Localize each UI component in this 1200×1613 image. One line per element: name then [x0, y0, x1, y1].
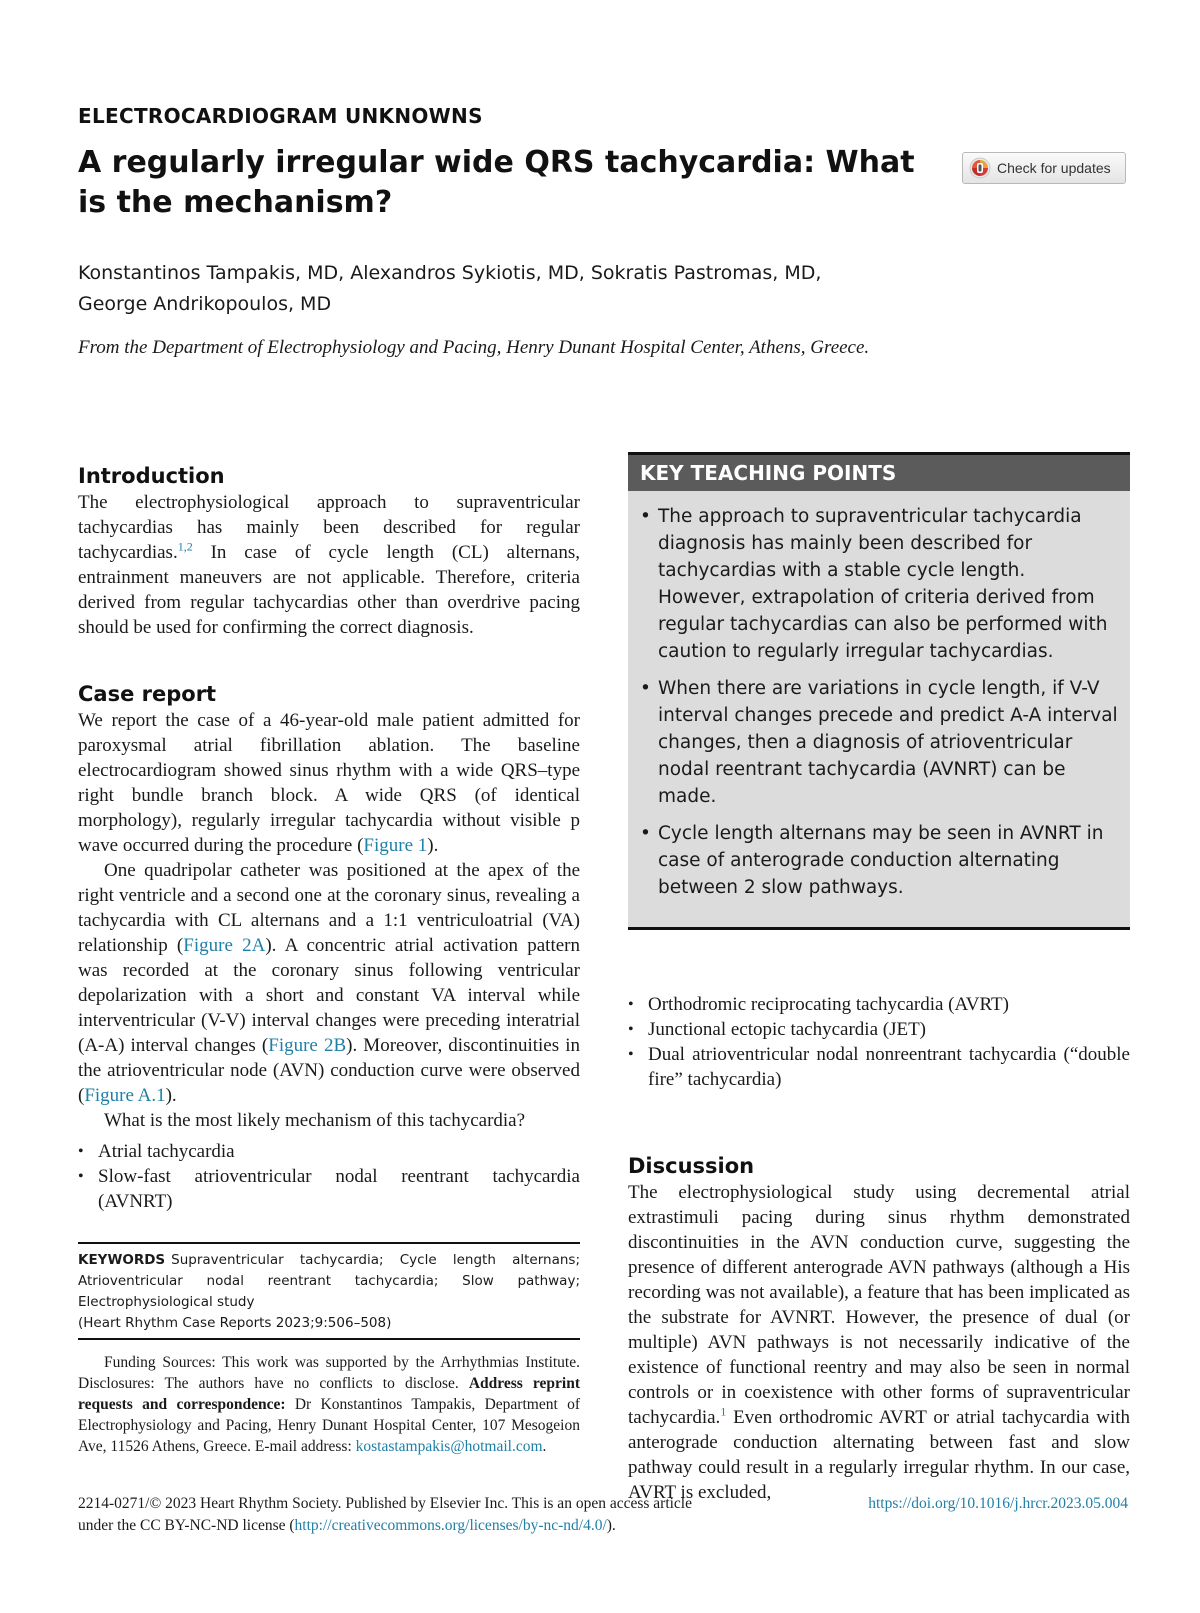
right-column — [628, 452, 1130, 1505]
answer-options-right — [628, 992, 1130, 1092]
key-points-list — [628, 491, 1130, 901]
address-label: Address reprint requests and correspondence: — [78, 1375, 581, 1413]
discussion-text: The electrophysiological study using decremental atrial extrastimuli pacing during sinus rhythm demonstrated discontinuities in the AVN conduction curve, suggesting the presence of different anterograde AVN pathways (although a His recording was not available), a feature that has been implicated as the substrate for AVNRT. However, the presence of dual (or multiple) AVN pathways is not necessarily indicative of the existence of functional reentry and may also be seen in normal controls or in coexistence with other forms of supraventricular tachycardia. — [628, 1182, 1130, 1428]
keywords — [78, 1250, 580, 1313]
discussion-text-cont: Even orthodromic AVRT or atrial tachycardia with anterograde conduction alternating between fast and slow pathway could result in a regularly irregular rhythm. In our case, AVRT is excluded, — [628, 1407, 1130, 1503]
case-text: One quadripolar catheter was positioned at the apex of the right ventricle and a second one at the coronary sinus, revealing a tachycardia with CL alternans and a 1:1 ventriculoatrial (VA) relationship ( — [78, 860, 580, 956]
funding-end: . — [542, 1438, 547, 1455]
case-text: ). Moreover, discontinuities in the atrioventricular node (AVN) conduction curve were observed ( — [78, 1035, 580, 1106]
figure-2b-link[interactable]: Figure 2B — [268, 1035, 347, 1056]
address-text: Dr Konstantinos Tampakis, Department of Electrophysiology and Pacing, Henry Dunant Hospital Center, 107 Mesogeion Ave, 11526 Athens, Greece. E-mail address: — [78, 1396, 580, 1455]
case-text: ). — [427, 835, 439, 856]
copyright-line: 2214-0271/© 2023 Heart Rhythm Society. Published by Elsevier Inc. This is an open access article — [78, 1495, 692, 1512]
license-text: under the CC BY-NC-ND license ( — [78, 1517, 295, 1534]
email-link[interactable]: kostastampakis@hotmail.com — [355, 1438, 543, 1455]
key-point: • The approach to supraventricular tachycardia diagnosis has mainly been described for tachycardias with a stable cycle length. However, extrapolation of criteria derived from regular tachycardias can also be performed with caution to regularly irregular tachycardias. — [640, 503, 1118, 665]
case-text: We report the case of a 46-year-old male patient admitted for paroxysmal atrial fibrillation ablation. The baseline electrocardiogram showed sinus rhythm with a wide QRS–type right bundle branch block. A wide QRS (of identical morphology), regularly irregular tachycardia without visible p wave occurred during the procedure ( — [78, 710, 580, 856]
introduction-text-cont: In case of cycle length (CL) alternans, entrainment maneuvers are not applicable. Therefore, criteria derived from regular tachycardias other than overdrive pacing should be used for confirming the correct diagnosis. — [78, 542, 580, 638]
answer-options-left — [78, 1139, 580, 1214]
answer-option: • Atrial tachycardia — [78, 1139, 580, 1164]
check-updates-icon — [969, 157, 991, 179]
license-line — [78, 1515, 758, 1537]
funding-disclosures — [78, 1352, 580, 1457]
license-link[interactable]: http://creativecommons.org/licenses/by-nc-nd/4.0/ — [294, 1517, 607, 1534]
keywords-text: Supraventricular tachycardia; Cycle length alternans; Atrioventricular nodal reentrant tachycardia; Slow pathway; Electrophysiological study — [78, 1252, 580, 1310]
keywords-box — [78, 1242, 580, 1340]
answer-option: • Slow-fast atrioventricular nodal reentrant tachycardia (AVNRT) — [78, 1164, 580, 1214]
figure-2a-link[interactable]: Figure 2A — [183, 935, 266, 956]
article-title: A regularly irregular wide QRS tachycardia: What is the mechanism? — [78, 145, 915, 220]
answer-option: • Dual atrioventricular nodal nonreentrant tachycardia (“double fire” tachycardia) — [628, 1042, 1130, 1092]
case-report-heading: Case report — [78, 682, 217, 706]
funding-paragraph — [78, 1352, 580, 1457]
key-teaching-points-box — [628, 452, 1130, 930]
section-label: ELECTROCARDIOGRAM UNKNOWNS — [78, 104, 483, 128]
figure-1-link[interactable]: Figure 1 — [363, 835, 428, 856]
authors-line-1: Konstantinos Tampakis, MD, Alexandros Sykiotis, MD, Sokratis Pastromas, MD, — [78, 262, 822, 284]
case-report-paragraph-1 — [78, 708, 580, 858]
funding-text: Funding Sources: This work was supported by the Arrhythmias Institute. Disclosures: The authors have no conflicts to disclose. — [78, 1354, 580, 1392]
case-question: What is the most likely mechanism of this tachycardia? — [104, 1110, 526, 1131]
affiliation: From the Department of Electrophysiology and Pacing, Henry Dunant Hospital Center, Athens, Greece. — [78, 337, 870, 358]
introduction-heading: Introduction — [78, 464, 225, 488]
answer-option: • Orthodromic reciprocating tachycardia (AVRT) — [628, 992, 1130, 1017]
left-column — [78, 462, 580, 1457]
reference-1-2[interactable]: 1,2 — [177, 539, 193, 554]
case-text: ). — [165, 1085, 177, 1106]
discussion-heading: Discussion — [628, 1154, 755, 1178]
discussion-paragraph — [628, 1180, 1130, 1505]
case-text: ). A concentric atrial activation pattern was recorded at the coronary sinus following ventricular depolarization with a short and constant VA interval while interventricular (V-V) interval changes were preceding interatrial (A-A) interval changes ( — [78, 935, 581, 1056]
case-report-paragraph-2 — [78, 858, 580, 1108]
introduction-text: The electrophysiological approach to supraventricular tachycardias has mainly been described for regular tachycardias. — [78, 492, 580, 563]
key-teaching-points-heading: KEY TEACHING POINTS — [628, 455, 1130, 491]
answer-option: • Junctional ectopic tachycardia (JET) — [628, 1017, 1130, 1042]
copyright-footer — [78, 1493, 758, 1537]
figure-a1-link[interactable]: Figure A.1 — [84, 1085, 166, 1106]
introduction-paragraph — [78, 490, 580, 640]
license-text-end: ). — [606, 1517, 616, 1534]
discussion-section — [628, 1152, 1130, 1505]
key-point: • Cycle length alternans may be seen in AVNRT in case of anterograde conduction alternating between 2 slow pathways. — [640, 820, 1118, 901]
authors-line-2: George Andrikopoulos, MD — [78, 293, 332, 315]
check-for-updates-button[interactable] — [962, 152, 1126, 184]
keywords-label: KEYWORDS — [78, 1252, 166, 1268]
reference-1[interactable]: 1 — [720, 1404, 727, 1419]
check-updates-label: Check for updates — [997, 160, 1111, 176]
author-list — [78, 258, 958, 320]
doi-link[interactable]: https://doi.org/10.1016/j.hrcr.2023.05.004 — [868, 1495, 1128, 1512]
journal-citation: (Heart Rhythm Case Reports 2023;9:506–508) — [78, 1315, 392, 1331]
key-point: • When there are variations in cycle length, if V-V interval changes precede and predict A-A interval changes, then a diagnosis of atrioventricular nodal reentrant tachycardia (AVNRT) can be made. — [640, 675, 1118, 810]
